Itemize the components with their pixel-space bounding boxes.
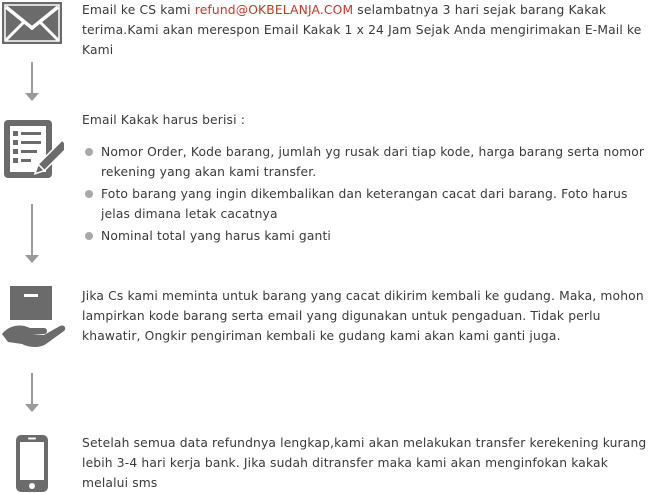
refund-email-link[interactable]: refund@OKBELANJA.COM [194,3,354,17]
arrow-down-1 [23,62,41,102]
arrow-down-3 [23,373,41,413]
document-edit-icon [0,114,64,184]
arrow-down-2 [23,204,41,262]
bullet-icon [85,148,93,156]
envelope-icon [0,0,64,46]
hand-box-icon [0,284,68,352]
bullet-icon [85,232,93,240]
smartphone-icon [12,434,52,493]
step-3-text: Jika Cs kami meminta untuk barang yang cacat dikirim kembali ke gudang. Maka, mohon lampirkan kode barang serta email yang digunakan untuk pengaduan. Tidak perlu khawatir, Ongkir pengiriman kembali ke gudang kami akan kami ganti juga. [82,289,644,343]
email-contents-list [82,142,652,246]
step-4-text: Setelah semua data refundnya lengkap,kami akan melakukan transfer kerekening kurang lebih 3-4 hari kerja bank. Jika sudah ditransfer maka kami akan menginfokan kakak melalui sms [82,436,647,490]
list-item: Nomor Order, Kode barang, jumlah yg rusak dari tiap kode, harga barang serta nomor rekening yang akan kami transfer. [82,142,652,182]
email-contents-intro: Email Kakak harus berisi : [82,113,245,127]
step-2-text [82,110,652,248]
list-item: Foto barang yang ingin dikembalikan dan keterangan cacat dari barang. Foto harus jelas dimana letak cacatnya [82,184,652,224]
bullet-icon [85,190,93,198]
step-1-text: Email ke CS kami refund@OKBELANJA.COM selambatnya 3 hari sejak barang Kakak terima.Kami akan merespon Email Kakak 1 x 24 Jam Sejak Anda mengirimakan E-Mail ke Kami [82,3,642,57]
list-item: Nominal total yang harus kami ganti [82,226,652,246]
